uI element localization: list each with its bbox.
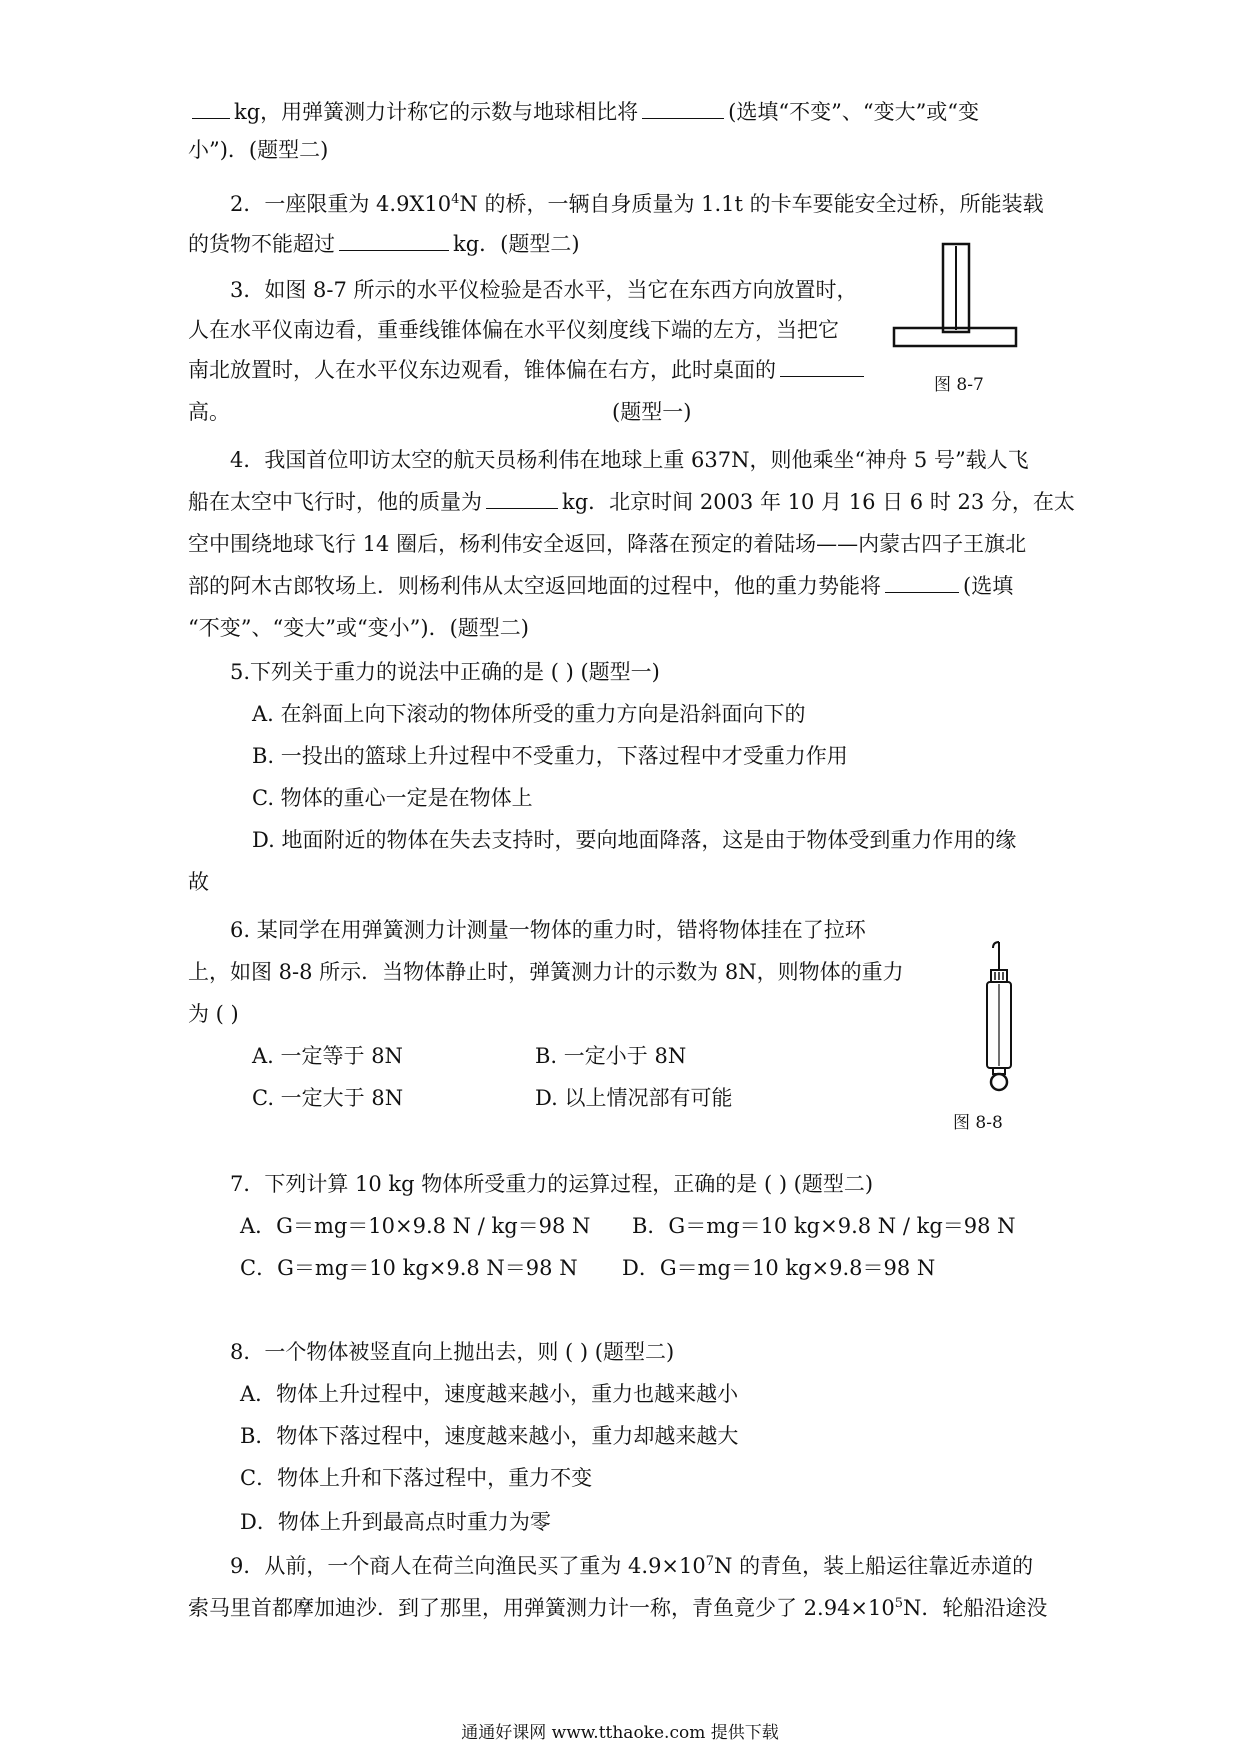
- figure-caption: 图 8-8: [953, 1113, 1003, 1133]
- option-d: D. 地面附近的物体在失去支持时，要向地面降落，这是由于物体受到重力作用的缘: [252, 828, 1017, 852]
- question-type-tag: (题型一): [612, 400, 692, 424]
- answer-blank: [885, 572, 959, 593]
- question-8: 8．一个物体被竖直向上抛出去，则 ( ) (题型二): [230, 1340, 675, 1364]
- text-line: kg，用弹簧测力计称它的示数与地球相比将 (选填“不变”、“变大”或“变: [188, 98, 979, 126]
- text-line: 上，如图 8-8 所示．当物体静止时，弹簧测力计的示数为 8N，则物体的重力: [188, 960, 904, 984]
- option-b: B. 一定小于 8N: [535, 1044, 687, 1068]
- text-line: 故: [188, 870, 209, 894]
- text-line: 高。: [188, 400, 230, 424]
- text-line: 索马里首都摩加迪沙．到了那里，用弹簧测力计一称，青鱼竟少了 $2.94\times 10^5N$．轮船沿途没: [188, 1596, 1048, 1620]
- option-b: B. 一投出的篮球上升过程中不受重力，下落过程中才受重力作用: [252, 744, 848, 768]
- text-line: 空中围绕地球飞行 14 圈后，杨利伟安全返回，降落在预定的着陆场——内蒙古四子王旗北: [188, 532, 1027, 556]
- option-a: A. 一定等于 8N: [252, 1044, 403, 1068]
- option-a: A. 在斜面上向下滚动的物体所受的重力方向是沿斜面向下的: [252, 702, 806, 726]
- text-line: 南北放置时，人在水平仪东边观看，锥体偏在右方，此时桌面的: [188, 356, 868, 384]
- figure-caption: 图 8-7: [934, 375, 984, 395]
- text-line: 小”)．(题型二): [188, 138, 329, 162]
- figure-8-7-level-icon: [890, 240, 1030, 350]
- text-line: 船在太空中飞行时，他的质量为 kg．北京时间 2003 年 10 月 16 日 6 时 23 分，在太: [188, 490, 1075, 514]
- answer-blank: [780, 356, 864, 377]
- option-c: C．G＝mg＝10 kg×9.8 N＝98 N: [240, 1256, 578, 1280]
- answer-blank: [642, 98, 724, 119]
- page-footer: 通通好课网 www.tthaoke.com 提供下载: [461, 1723, 779, 1743]
- option-d: D．物体上升到最高点时重力为零: [240, 1510, 551, 1534]
- answer-blank: [339, 230, 449, 251]
- option-c: C. 物体的重心一定是在物体上: [252, 786, 533, 810]
- question-9: 9．从前，一个商人在荷兰向渔民买了重为 $4.9\times 10^7N$ 的青鱼，装上船运往靠近赤道的: [230, 1554, 1034, 1578]
- option-c: C. 一定大于 8N: [252, 1086, 404, 1110]
- answer-blank: [192, 98, 230, 119]
- answer-blank: [486, 488, 558, 509]
- question-6: 6. 某同学在用弹簧测力计测量一物体的重力时，错将物体挂在了拉环: [230, 918, 866, 942]
- text-line: 部的阿木古郎牧场上．则杨利伟从太空返回地面的过程中，他的重力势能将 (选填: [188, 574, 1014, 598]
- text-line: 为 ( ): [188, 1002, 239, 1026]
- option-d: D．G＝mg＝10 kg×9.8＝98 N: [622, 1256, 936, 1280]
- option-c: C．物体上升和下落过程中，重力不变: [240, 1466, 593, 1490]
- question-2: 2．一座限重为 $4.9X10^4N$ 的桥，一辆自身质量为 1.1t 的卡车要能安全过桥，所能装载: [230, 192, 1044, 216]
- text-line: “不变”、“变大”或“变小”)．(题型二): [188, 616, 529, 640]
- option-a: A．G＝mg＝10×9.8 N / kg＝98 N: [240, 1214, 591, 1238]
- option-b: B．G＝mg＝10 kg×9.8 N / kg＝98 N: [632, 1214, 1016, 1238]
- text-line: 的货物不能超过 kg．(题型二): [188, 232, 580, 256]
- option-b: B．物体下落过程中，速度越来越小，重力却越来越大: [240, 1424, 739, 1448]
- option-d: D. 以上情况部有可能: [535, 1086, 733, 1110]
- question-7: 7．下列计算 10 kg 物体所受重力的运算过程，正确的是 ( ) (题型二): [230, 1172, 874, 1196]
- question-5: 5.下列关于重力的说法中正确的是 ( ) (题型一): [230, 660, 660, 684]
- option-a: A．物体上升过程中，速度越来越小，重力也越来越小: [240, 1382, 739, 1406]
- text-line: 人在水平仪南边看，重垂线锥体偏在水平仪刻度线下端的左方，当把它: [188, 318, 839, 342]
- question-4: 4．我国首位叩访太空的航天员杨利伟在地球上重 637N，则他乘坐“神舟 5 号”载人飞: [230, 448, 1029, 472]
- question-3: 3．如图 8-7 所示的水平仪检验是否水平，当它在东西方向放置时，: [230, 278, 858, 302]
- figure-8-8-spring-scale-icon: [976, 938, 1036, 1098]
